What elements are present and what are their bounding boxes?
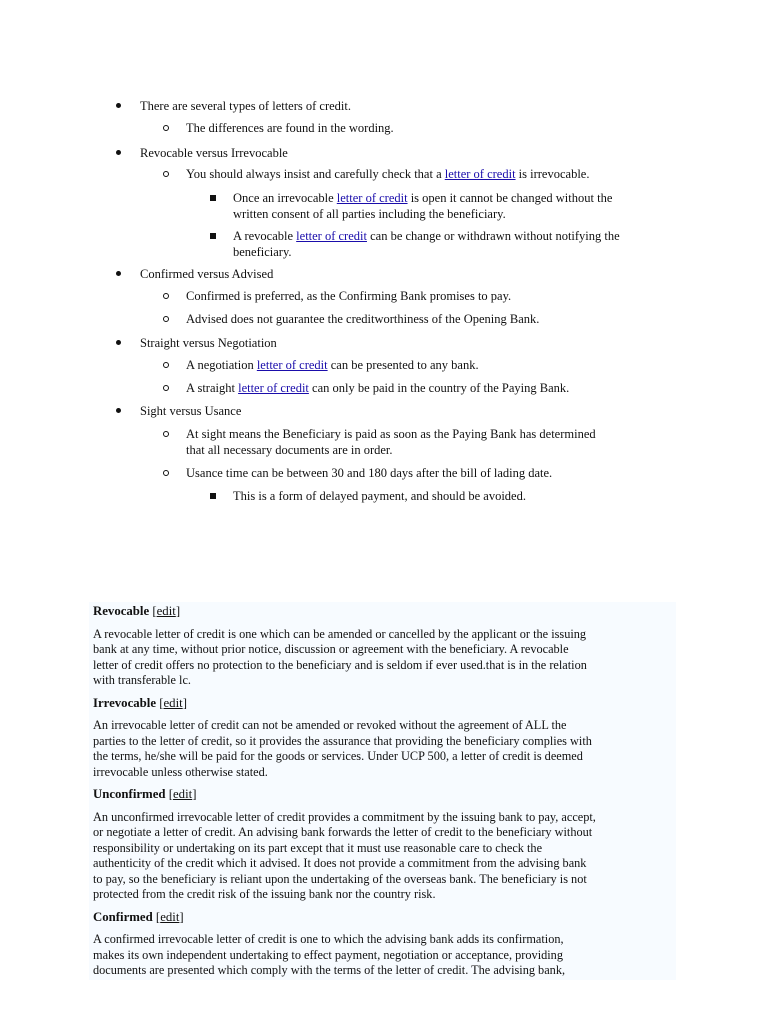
paragraph-line: protected from the credit risk of the issuing bank nor the country risk. [93, 887, 436, 901]
outline-subsubitem-cont: beneficiary. [233, 245, 292, 259]
paragraph-line: with transferable lc. [93, 673, 191, 687]
letter-of-credit-link[interactable]: letter of credit [336, 191, 408, 205]
paragraph-line: authenticity of the credit which it advised. It does not provide a commitment from the advising bank [93, 856, 587, 870]
paragraph-line: makes its own independent undertaking to effect payment, negotiation or acceptance, providing [93, 948, 563, 962]
circle-bullet-icon [163, 470, 169, 476]
edit-link[interactable]: edit [160, 910, 180, 924]
paragraph-line: An unconfirmed irrevocable letter of credit provides a commitment by the issuing bank to pay, accept, [93, 810, 596, 824]
outline-subitem: You should always insist and carefully check that a letter of credit is irrevocable. [186, 167, 590, 181]
paragraph-line: An irrevocable letter of credit can not be amended or revoked without the agreement of ALL the [93, 718, 567, 732]
paragraph-line: A confirmed irrevocable letter of credit is one to which the advising bank adds its confirmation, [93, 932, 564, 946]
outline-item: Revocable versus Irrevocable [140, 146, 288, 160]
circle-bullet-icon [163, 385, 169, 391]
paragraph-line: A revocable letter of credit is one which can be amended or cancelled by the applicant or the issuing [93, 627, 587, 641]
square-bullet-icon [210, 233, 216, 239]
outline-subitem-cont: that all necessary documents are in order. [186, 443, 393, 457]
square-bullet-icon [210, 195, 216, 201]
letter-of-credit-link[interactable]: letter of credit [444, 167, 516, 181]
outline-subitem: At sight means the Beneficiary is paid as soon as the Paying Bank has determined [186, 427, 596, 441]
paragraph-line: letter of credit offers no protection to the beneficiary and is seldom if ever used.that is in the relation [93, 658, 587, 672]
disc-bullet-icon [116, 150, 121, 155]
paragraph-line: parties to the letter of credit, so it provides the assurance that providing the beneficiary complies with [93, 734, 592, 748]
circle-bullet-icon [163, 125, 169, 131]
lc-types-panel [89, 602, 676, 980]
outline-item: Straight versus Negotiation [140, 336, 277, 350]
circle-bullet-icon [163, 171, 169, 177]
edit-link[interactable]: edit [163, 696, 183, 710]
outline-subitem: Confirmed is preferred, as the Confirming Bank promises to pay. [186, 289, 512, 303]
outline-subitem: Usance time can be between 30 and 180 days after the bill of lading date. [186, 466, 553, 480]
circle-bullet-icon [163, 431, 169, 437]
outline-item: There are several types of letters of credit. [140, 99, 352, 113]
outline-subitem: A straight letter of credit can only be paid in the country of the Paying Bank. [186, 381, 570, 395]
outline-item: Sight versus Usance [140, 404, 242, 418]
paragraph-line: bank at any time, without prior notice, discussion or agreement with the beneficiary. A revocable [93, 642, 569, 656]
outline-subsubitem: A revocable letter of credit can be change or withdrawn without notifying the [233, 229, 620, 243]
letter-of-credit-link[interactable]: letter of credit [238, 381, 309, 395]
paragraph-line: irrevocable unless otherwise stated. [93, 765, 268, 779]
disc-bullet-icon [116, 408, 121, 413]
paragraph-line: responsibility or undertaking on its part except that it must use reasonable care to check the [93, 841, 543, 855]
outline-subsubitem: Once an irrevocable letter of credit is open it cannot be changed without the [233, 191, 613, 205]
section-heading-irrevocable: Irrevocable [edit] [93, 696, 187, 710]
outline-subitem: A negotiation letter of credit can be presented to any bank. [186, 358, 479, 372]
circle-bullet-icon [163, 316, 169, 322]
section-heading-confirmed: Confirmed [edit] [93, 910, 184, 924]
edit-link[interactable]: edit [156, 604, 176, 618]
paragraph-line: the terms, he/she will be paid for the goods or services. Under UCP 500, a letter of credit is deemed [93, 749, 583, 763]
circle-bullet-icon [163, 293, 169, 299]
disc-bullet-icon [116, 271, 121, 276]
paragraph-line: to pay, so the beneficiary is reliant upon the undertaking of the overseas bank. The beneficiary is not [93, 872, 587, 886]
section-heading-unconfirmed: Unconfirmed [edit] [93, 787, 197, 801]
paragraph-line: documents are presented which comply with the terms of the letter of credit. The advising bank, [93, 963, 566, 977]
circle-bullet-icon [163, 362, 169, 368]
outline-subsubitem-cont: written consent of all parties including the beneficiary. [233, 207, 506, 221]
paragraph-line: or negotiate a letter of credit. An advising bank forwards the letter of credit to the beneficiary without [93, 825, 593, 839]
disc-bullet-icon [116, 103, 121, 108]
outline-subitem: The differences are found in the wording. [186, 121, 394, 135]
letter-of-credit-link[interactable]: letter of credit [256, 358, 328, 372]
disc-bullet-icon [116, 340, 121, 345]
outline-item: Confirmed versus Advised [140, 267, 274, 281]
letter-of-credit-link[interactable]: letter of credit [296, 229, 367, 243]
section-heading-revocable: Revocable [edit] [93, 604, 181, 618]
outline-subsubitem: This is a form of delayed payment, and should be avoided. [233, 489, 526, 503]
outline-subitem: Advised does not guarantee the creditworthiness of the Opening Bank. [186, 312, 540, 326]
edit-link[interactable]: edit [172, 787, 193, 801]
square-bullet-icon [210, 493, 216, 499]
